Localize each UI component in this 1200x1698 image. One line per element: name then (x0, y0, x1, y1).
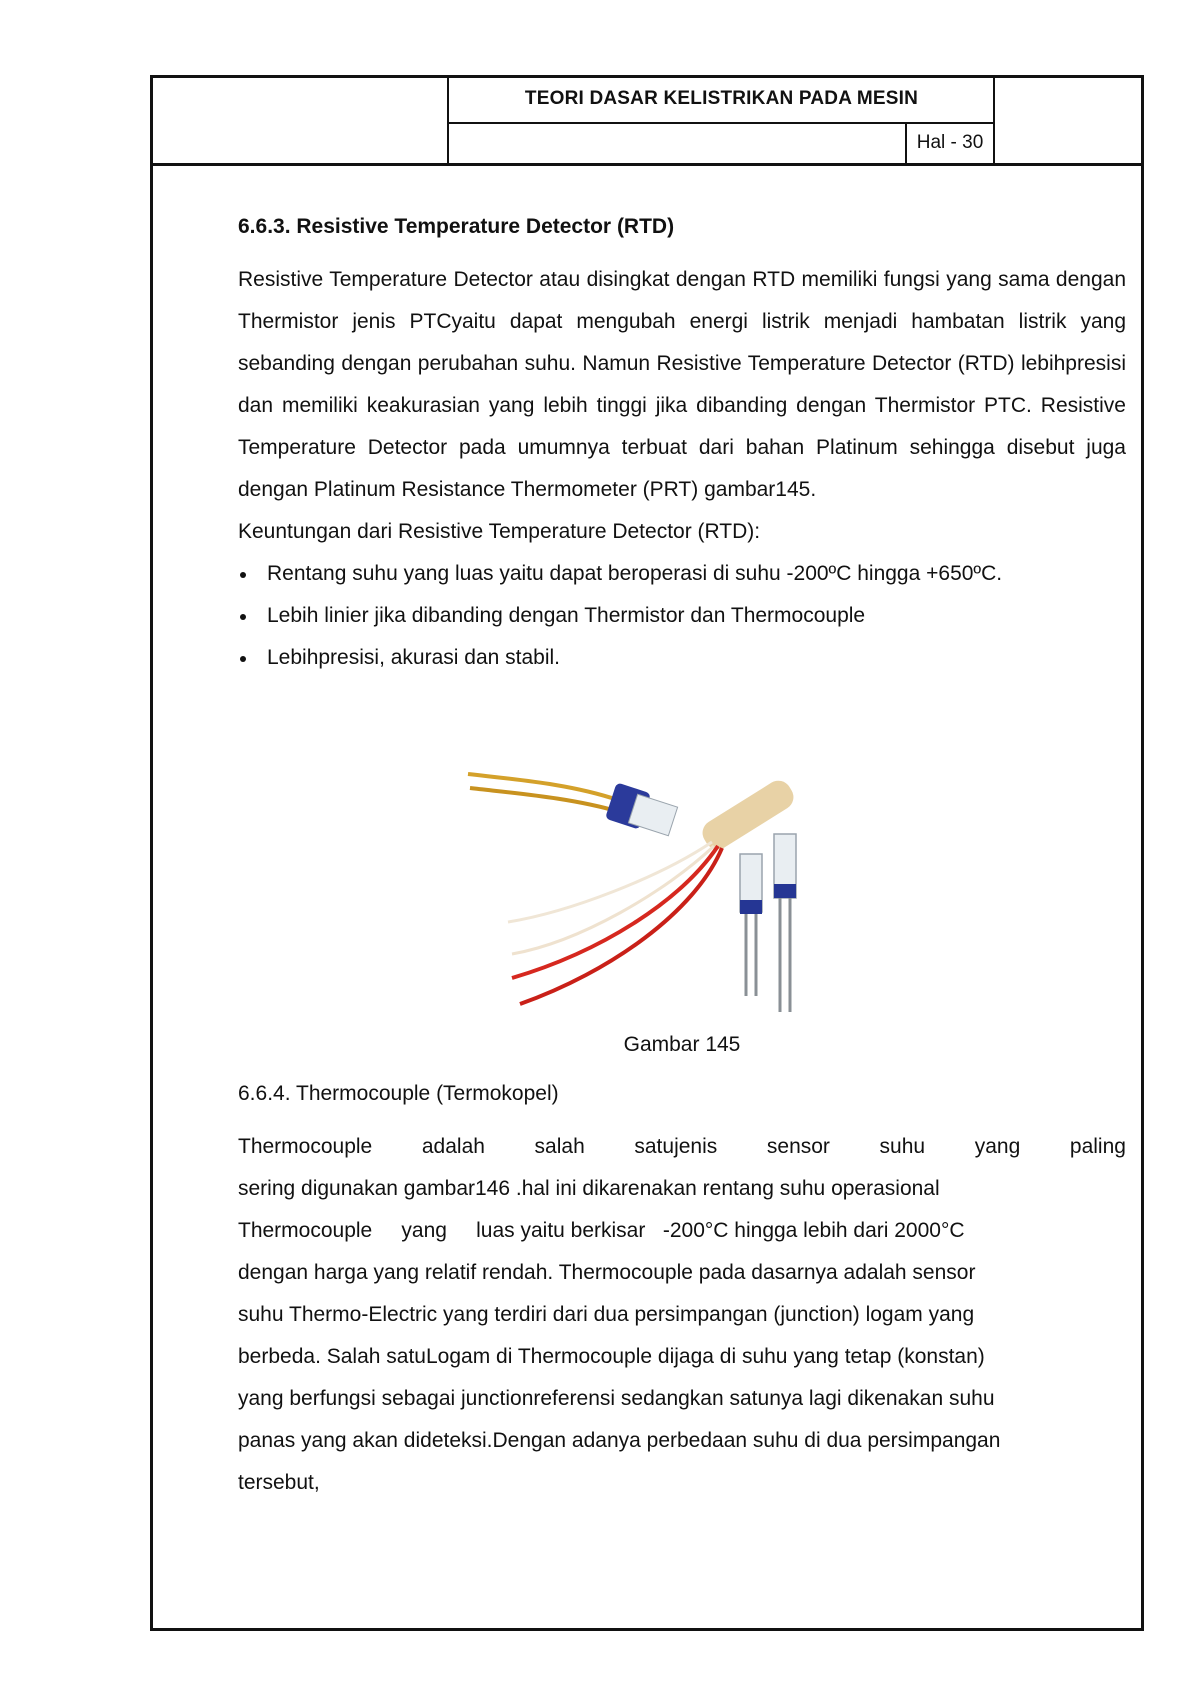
text-line: tersebut, (238, 1471, 320, 1494)
thermocouple-heading: 6.6.4. Thermocouple (Termokopel) (238, 1082, 559, 1105)
rtd-paragraph: Resistive Temperature Detector atau disingkat dengan RTD memiliki fungsi yang sama dengan Thermistor jenis PTCyaitu dapat mengubah energi listrik menjadi hambatan listrik yang sebanding dengan perubahan suhu. Namun Resistive Temperature Detector (RTD) lebihpresisi dan memiliki keakurasian yang lebih tinggi jika dibanding dengan Thermistor PTC. Resistive Temperature Detector pada umumnya terbuat dari bahan Platinum sehingga disebut juga dengan Platinum Resistance Thermometer (PRT) gambar145. (238, 268, 1126, 501)
text-line: suhu Thermo-Electric yang terdiri dari dua persimpangan (junction) logam yang (238, 1303, 975, 1326)
word: paling (1069, 1135, 1126, 1158)
word: sensor (766, 1135, 830, 1158)
word: salah (534, 1135, 585, 1158)
advantages-intro: Keuntungan dari Resistive Temperature Detector (RTD): (238, 520, 761, 543)
header-divider (447, 122, 993, 124)
red-wire (520, 848, 722, 1004)
list-item: Lebihpresisi, akurasi dan stabil. (238, 637, 1126, 679)
text-line: berbeda. Salah satuLogam di Thermocouple dijaga di suhu yang tetap (konstan) (238, 1345, 985, 1368)
word: adalah (421, 1135, 485, 1158)
chip-sensor (605, 782, 678, 835)
thermocouple-first-line (238, 1126, 1126, 1168)
figure-caption (238, 1033, 1126, 1057)
document-header (153, 78, 1141, 166)
gold-wire (470, 788, 620, 812)
word: Thermocouple (238, 1135, 373, 1158)
figure-caption-text: Gambar 145 (623, 1033, 741, 1056)
text-line: Thermocouple yang luas yaitu berkisar -200°C hingga lebih dari 2000°C (238, 1219, 965, 1242)
text-line: dengan harga yang relatif rendah. Thermocouple pada dasarnya adalah sensor (238, 1261, 976, 1284)
rtd-heading: 6.6.3. Resistive Temperature Detector (RTD) (238, 215, 675, 238)
thin-film-sensor (774, 834, 796, 1012)
rtd-sensors-figure (460, 742, 880, 1022)
word: satujenis (634, 1135, 718, 1158)
advantages-list (238, 553, 1126, 679)
text-line: sering digunakan gambar146 .hal ini dikarenakan rentang suhu operasional (238, 1177, 940, 1200)
rtd-section (238, 215, 1126, 679)
text-line: yang berfungsi sebagai junctionreferensi sedangkan satunya lagi dikenakan suhu (238, 1387, 995, 1410)
header-title: TEORI DASAR KELISTRIKAN PADA MESIN (524, 88, 919, 109)
list-item: Lebih linier jika dibanding dengan Thermistor dan Thermocouple (238, 595, 1126, 637)
list-item: Rentang suhu yang luas yaitu dapat beroperasi di suhu -200ºC hingga +650ºC. (238, 553, 1126, 595)
page-number: Hal - 30 (916, 132, 984, 153)
word: yang (974, 1135, 1021, 1158)
text-line: panas yang akan dideteksi.Dengan adanya perbedaan suhu di dua persimpangan (238, 1429, 1001, 1452)
thin-film-sensor (740, 854, 762, 996)
white-wire (508, 842, 712, 922)
word: suhu (879, 1135, 926, 1158)
thermocouple-section (238, 1082, 1126, 1504)
